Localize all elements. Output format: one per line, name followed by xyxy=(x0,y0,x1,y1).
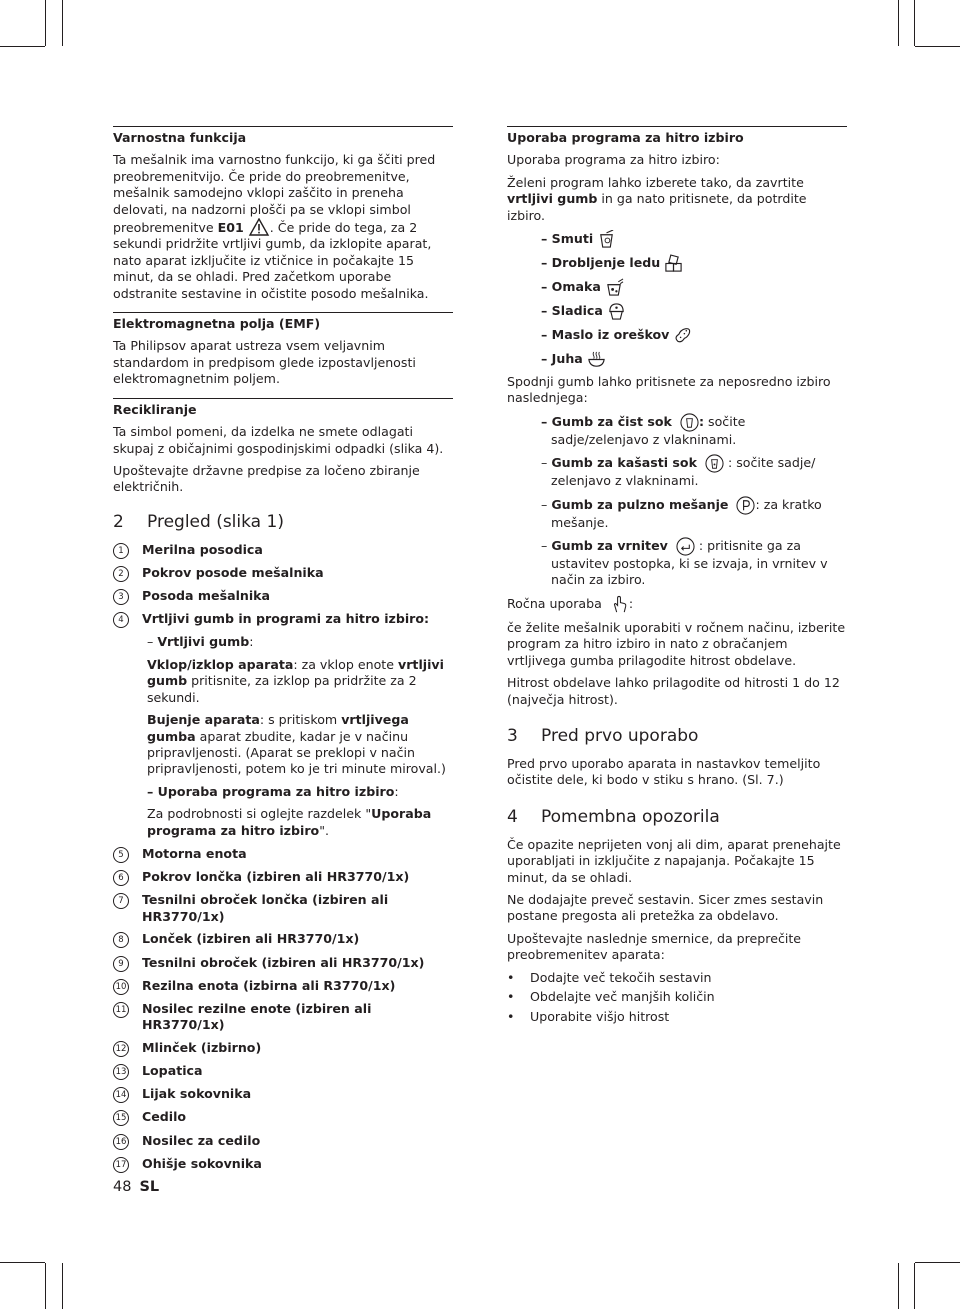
page-number: 48 xyxy=(113,1179,132,1195)
section-title xyxy=(507,807,847,827)
list-item: 7 Tesnilni obroček lončka (izbiren ali HR3770/1x) xyxy=(113,892,453,925)
paragraph: Hitrost obdelave lahko prilagodite od hitrosti 1 do 12 (največja hitrost). xyxy=(507,675,840,707)
paragraph: Želeni program lahko izberete tako, da zavrtite vrtljivi gumb in ga nato pritisnete, da potrdite izbiro. xyxy=(507,174,807,223)
sub-item: Bujenje aparata: s pritiskom vrtljivega gumba aparat zbudite, kadar je v načinu pripravljenosti. (Aparat se preklopi v način pripravljenosti, potem ko je tri minute miroval.) xyxy=(147,712,446,777)
section-title xyxy=(113,512,453,532)
crop-mark xyxy=(62,1263,63,1309)
button-description: – Gumb za čist sok : sočite sadje/zelenjavo z vlakninami. xyxy=(541,413,746,447)
list-item: 3 Posoda mešalnika xyxy=(113,588,453,605)
sub-item: – Vrtljivi gumb: xyxy=(147,634,254,650)
crop-mark xyxy=(914,0,915,46)
program-item: – Smuti xyxy=(541,230,847,249)
crop-mark xyxy=(62,0,63,46)
soup-icon xyxy=(587,350,606,369)
item-number: 12 xyxy=(113,1041,129,1057)
section-title-text: Pred prvo uporabo xyxy=(541,725,699,746)
list-item: 11 Nosilec rezilne enote (izbiren ali HR3770/1x) xyxy=(113,1001,453,1034)
section-number: 2 xyxy=(113,511,124,532)
bullet-item: • Uporabite višjo hitrost xyxy=(507,1009,670,1025)
paragraph: Uporaba programa za hitro izbiro: xyxy=(507,152,720,168)
program-item: – Drobljenje ledu xyxy=(541,254,847,273)
paragraph: Upoštevajte naslednje smernice, da preprečite preobremenitev aparata: xyxy=(507,930,802,963)
list-item: 10 Rezilna enota (izbirna ali R3770/1x) xyxy=(113,978,453,995)
language-code: SL xyxy=(139,1179,160,1195)
section-heading: Varnostna funkcija xyxy=(113,126,453,146)
item-number: 1 xyxy=(113,543,129,559)
item-number: 4 xyxy=(113,612,129,628)
button-description: – Gumb za kašasti sok : sočite sadje/ zelenjavo z vlakninami. xyxy=(541,455,816,489)
section-title-text: Pomembna opozorila xyxy=(541,806,720,827)
ice-crush-icon xyxy=(664,254,683,273)
section-number: 4 xyxy=(507,806,518,827)
clear-juice-icon xyxy=(680,413,699,432)
right-column xyxy=(507,126,847,1029)
program-item: – Sladica xyxy=(541,302,847,321)
smoothie-icon xyxy=(597,230,616,249)
list-item: 15 Cedilo xyxy=(113,1109,453,1126)
left-column xyxy=(113,126,453,1179)
crop-mark xyxy=(0,46,45,47)
item-number: 9 xyxy=(113,956,129,972)
button-description: – Gumb za vrnitev : pritisnite ga za ustavitev postopka, ki se izvaja, in vrnitev v način za izbiro. xyxy=(541,538,828,588)
button-description: – Gumb za pulzno mešanje : za kratko mešanje. xyxy=(541,496,822,530)
pulse-icon xyxy=(736,496,755,515)
parts-list xyxy=(113,542,453,629)
list-item: 12 Mlinček (izbirno) xyxy=(113,1040,453,1057)
item-number: 16 xyxy=(113,1134,129,1150)
sub-item: – Uporaba programa za hitro izbiro: xyxy=(147,783,399,799)
item-number: 5 xyxy=(113,847,129,863)
list-item: 4 Vrtljivi gumb in programi za hitro izbiro: xyxy=(113,611,453,628)
sauce-icon xyxy=(605,278,624,297)
paragraph: Ta Philipsov aparat ustreza vsem veljavnim standardom in predpisom glede izpostavljenosti elektromagnetnim poljem. xyxy=(113,338,416,387)
item-number: 2 xyxy=(113,566,129,582)
list-item: 16 Nosilec za cedilo xyxy=(113,1133,453,1150)
paragraph: Upoštevajte državne predpise za ločeno zbiranje električnih. xyxy=(113,462,420,495)
list-item: 6 Pokrov lončka (izbiren ali HR3770/1x) xyxy=(113,869,453,886)
section-heading: Uporaba programa za hitro izbiro xyxy=(507,126,847,146)
section-number: 3 xyxy=(507,725,518,746)
crop-mark xyxy=(914,1263,915,1309)
item-number: 15 xyxy=(113,1110,129,1126)
section-title xyxy=(507,726,847,746)
sub-item: Vklop/izklop aparata: za vklop enote vrtljivi gumb pritisnite, za izklop pa pridržite za 2 sekundi. xyxy=(147,656,444,705)
item-number: 10 xyxy=(113,979,129,995)
program-item: – Omaka xyxy=(541,278,847,297)
item-number: 11 xyxy=(113,1002,129,1018)
page-footer xyxy=(113,1179,159,1195)
return-icon xyxy=(676,537,695,556)
crop-mark xyxy=(45,1263,46,1309)
list-item: 9 Tesnilni obroček (izbiren ali HR3770/1x) xyxy=(113,955,453,972)
item-number: 8 xyxy=(113,932,129,948)
item-number: 3 xyxy=(113,589,129,605)
bullet-item: • Obdelajte več manjših količin xyxy=(507,989,715,1005)
list-item: 13 Lopatica xyxy=(113,1063,453,1080)
crop-mark xyxy=(915,46,960,47)
item-number: 14 xyxy=(113,1087,129,1103)
list-item: 8 Lonček (izbiren ali HR3770/1x) xyxy=(113,931,453,948)
section-heading: Elektromagnetna polja (EMF) xyxy=(113,312,453,332)
crop-mark xyxy=(898,0,899,46)
list-item: 5 Motorna enota xyxy=(113,846,453,863)
item-number: 17 xyxy=(113,1157,129,1173)
paragraph: če želite mešalnik uporabiti v ročnem načinu, izberite program za hitro izbiro in nato z obračanjem vrtljivega gumba prilagodite hitrost obdelave. xyxy=(507,619,846,668)
list-item: 14 Lijak sokovnika xyxy=(113,1086,453,1103)
item-number: 7 xyxy=(113,893,129,909)
paragraph: Ta simbol pomeni, da izdelka ne smete odlagati skupaj z običajnimi gospodinjskimi odpadki (slika 4). xyxy=(113,424,444,456)
nut-butter-icon xyxy=(673,326,692,345)
list-item: 1 Merilna posodica xyxy=(113,542,453,559)
section-heading: Recikliranje xyxy=(113,398,453,418)
list-item: 17 Ohišje sokovnika xyxy=(113,1156,453,1173)
crop-mark xyxy=(898,1263,899,1309)
warning-triangle-icon xyxy=(248,218,270,236)
dessert-icon xyxy=(607,302,626,321)
program-item: – Juha xyxy=(541,350,847,369)
paragraph: Ročna uporaba : xyxy=(507,595,847,614)
bullet-item: • Dodajte več tekočih sestavin xyxy=(507,969,712,985)
crop-mark xyxy=(915,1262,960,1263)
crop-mark xyxy=(45,0,46,46)
paragraph: Spodnji gumb lahko pritisnete za neposredno izbiro naslednjega: xyxy=(507,374,831,406)
parts-list xyxy=(113,846,453,1173)
program-item: – Maslo iz oreškov xyxy=(541,326,847,345)
list-item: 2 Pokrov posode mešalnika xyxy=(113,565,453,582)
item-number: 6 xyxy=(113,870,129,886)
paragraph: Ta mešalnik ima varnostno funkcijo, ki ga ščiti pred preobremenitvijo. Če pride do preobremenitve, mešalnik samodejno vklopi zaščito in preneha delovati, na nadzorni plošči pa se vklopi simbol preobremenitve E01 . Če pride do tega, za 2 sekundi pridržite vrtljivi gumb, da izklopite aparat, nato aparat izključite iz vtičnice in počakajte 15 minut, da se ohladi. Pred začetkom uporabe odstranite sestavine in očistite posodo mešalnika. xyxy=(113,152,436,301)
hand-touch-icon xyxy=(610,595,629,614)
paragraph: Pred prvo uporabo aparata in nastavkov temeljito očistite dele, ki bodo v stiku s hrano. (Sl. 7.) xyxy=(507,755,821,788)
paragraph: Če opazite neprijeten vonj ali dim, aparat prenehajte uporabljati in izključite z napajanja. Počakajte 15 minut, da se ohladi. xyxy=(507,836,841,885)
pulpy-juice-icon xyxy=(705,454,724,473)
section-title-text: Pregled (slika 1) xyxy=(147,511,284,532)
sub-item: Za podrobnosti si oglejte razdelek "Uporaba programa za hitro izbiro". xyxy=(147,806,432,838)
item-number: 13 xyxy=(113,1064,129,1080)
paragraph: Ne dodajajte preveč sestavin. Sicer zmes sestavin postane pregosta ali pretežka za obdelavo. xyxy=(507,891,824,924)
crop-mark xyxy=(0,1262,45,1263)
